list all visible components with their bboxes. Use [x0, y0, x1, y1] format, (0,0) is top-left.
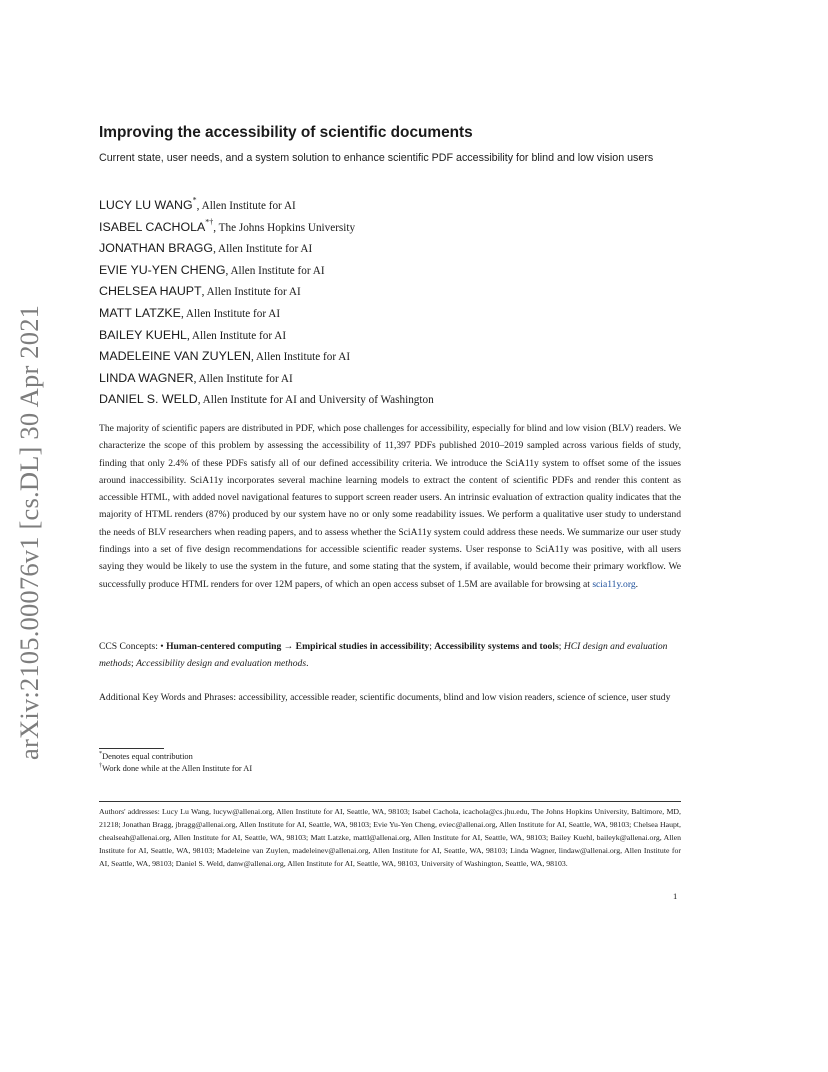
- author-name: LINDA WAGNER: [99, 370, 194, 385]
- ccs-label: CCS Concepts: •: [99, 641, 167, 652]
- author-affiliation: , The Johns Hopkins University: [213, 221, 356, 234]
- ccs-separator: ;: [429, 641, 435, 652]
- ccs-concept: Accessibility design and evaluation methods: [136, 658, 307, 670]
- abstract: [99, 420, 681, 593]
- arxiv-identifier-stamp: arXiv:2105.00076v1 [cs.DL] 30 Apr 2021: [14, 304, 44, 760]
- footnote: [99, 751, 252, 763]
- author-entry: [99, 194, 434, 216]
- author-name: MATT LATZKE: [99, 305, 181, 320]
- author-entry: [99, 280, 434, 302]
- author-entry: [99, 302, 434, 324]
- author-name: LUCY LU WANG: [99, 198, 193, 212]
- ccs-arrow: →: [281, 641, 296, 652]
- footnote-mark: †: [99, 762, 103, 770]
- author-affiliation: , Allen Institute for AI: [201, 286, 301, 299]
- author-name: ISABEL CACHOLA: [99, 219, 206, 234]
- author-entry: [99, 367, 434, 389]
- author-entry: [99, 216, 434, 238]
- ccs-separator: ;: [558, 641, 564, 652]
- author-affiliation: , Allen Institute for AI: [196, 200, 296, 212]
- author-affiliation: , Allen Institute for AI: [180, 307, 281, 320]
- author-marks: *†: [205, 217, 214, 227]
- author-name: JONATHAN BRAGG: [99, 241, 214, 256]
- ccs-concepts: [99, 638, 681, 673]
- author-entry: [99, 237, 434, 259]
- author-affiliation: , Allen Institute for AI and University of Washington: [197, 394, 434, 407]
- author-addresses: Authors' addresses: Lucy Lu Wang, lucyw@allenai.org, Allen Institute for AI, Seattle, WA, 98103; Isabel Cachola, icachola@cs.jhu.edu, The Johns Hopkins University, Baltimore, MD, 21218; Jonathan Bragg, jbragg@allenai.org, Allen Institute for AI, Seattle, WA, 98103; Evie Yu-Yen Cheng, eviec@allenai.org, Allen Institute for AI, Seattle, WA, 98103; Chelsea Haupt, chealseah@allenai.org, Allen Institute for AI, Seattle, WA, 98103; Matt Latzke, mattl@allenai.org, Allen Institute for AI, Seattle, WA, 98103; Bailey Kuehl, baileyk@allenai.org, Allen Institute for AI, Seattle, WA, 98103; Madeleine van Zuylen, madeleinev@allenai.org, Allen Institute for AI, Seattle, WA, 98103; Linda Wagner, lindaw@allenai.org, Allen Institute for AI, Seattle, WA, 98103; Daniel S. Weld, danw@allenai.org, Allen Institute for AI, Seattle, WA, 98103, University of Washington, Seattle, WA, 98103.: [99, 807, 681, 868]
- author-entry: [99, 259, 434, 281]
- page-number: 1: [673, 891, 678, 901]
- ccs-concept: Human-centered computing: [166, 641, 282, 652]
- ccs-concept: Empirical studies in accessibility: [295, 641, 430, 652]
- author-name: MADELEINE VAN ZUYLEN: [99, 349, 251, 364]
- footnote-divider: [99, 748, 164, 749]
- author-marks: *: [192, 195, 197, 205]
- footnote-text: Denotes equal contribution: [102, 752, 193, 761]
- author-name: CHELSEA HAUPT: [99, 284, 202, 299]
- author-name: DANIEL S. WELD: [99, 392, 198, 407]
- author-entry: [99, 324, 434, 346]
- author-affiliation: , Allen Institute for AI: [213, 243, 313, 256]
- footnote-mark: *: [99, 750, 103, 758]
- additional-keywords: Additional Key Words and Phrases: accessibility, accessible reader, scientific documents, blind and low vision readers, science of science, user study: [99, 692, 671, 703]
- author-affiliation: , Allen Institute for AI: [225, 264, 325, 277]
- footnotes: [99, 751, 252, 775]
- paper-subtitle: Current state, user needs, and a system solution to enhance scientific PDF accessibility for blind and low vision users: [99, 152, 654, 164]
- author-affiliation: , Allen Institute for AI: [193, 372, 293, 385]
- author-affiliation: , Allen Institute for AI: [250, 351, 351, 364]
- abstract-text: The majority of scientific papers are distributed in PDF, which pose challenges for accessibility, especially for blind and low vision (BLV) readers. We characterize the scope of this problem by assessing the accessibility of 11,397 PDFs published 2010–2019 sampled across various fields of study, finding that only 2.4% of these PDFs satisfy all of our defined accessibility criteria. We introduce the SciA11y system to offset some of the issues around inaccessibility. SciA11y incorporates several machine learning models to extract the content of scientific PDFs and render this content as accessible HTML, with added novel navigational features to support screen reader users. An intrinsic evaluation of extraction quality indicates that the majority of HTML renders (87%) produced by our system have no or only some readability issues. We perform a qualitative user study to understand the needs of BLV researchers when reading papers, and to assess whether the SciA11y system could address these needs. We summarize our user study findings into a set of five design recommendations for accessible scientific reader systems. User response to SciA11y was positive, with all users saying they would be likely to use the system in the future, and some stating that the system, if available, would become their primary workflow. We successfully produce HTML renders for over 12M papers, of which an open access subset of 1.5M are available for browsing at: [99, 423, 681, 590]
- ccs-concept: Accessibility systems and tools: [434, 641, 559, 652]
- author-name: BAILEY KUEHL: [99, 327, 187, 342]
- ccs-concept: HCI design and evaluation methods: [99, 641, 668, 670]
- paper-title: Improving the accessibility of scientific documents: [99, 124, 473, 141]
- author-entry: [99, 388, 434, 410]
- abstract-end: .: [635, 578, 639, 590]
- project-link[interactable]: scia11y.org: [592, 578, 636, 590]
- footnote-text: Work done while at the Allen Institute for AI: [102, 764, 253, 774]
- ccs-end: .: [306, 658, 309, 670]
- author-list: [99, 194, 434, 410]
- addresses-divider: [99, 801, 681, 802]
- footnote: [99, 763, 252, 775]
- author-name: EVIE YU-YEN CHENG: [99, 262, 226, 277]
- author-entry: [99, 345, 434, 367]
- ccs-separator: ;: [130, 658, 137, 670]
- author-affiliation: , Allen Institute for AI: [186, 329, 287, 342]
